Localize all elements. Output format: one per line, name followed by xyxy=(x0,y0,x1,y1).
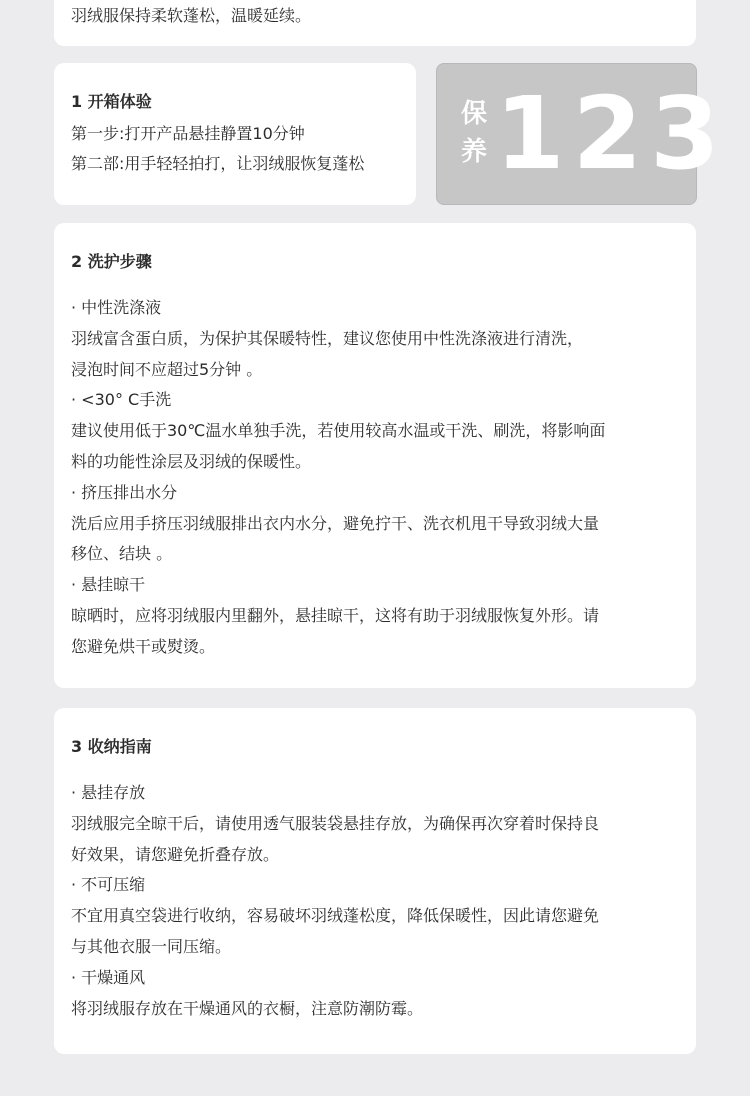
storage-line: 好效果，请您避免折叠存放。 xyxy=(71,844,280,864)
storage-line: · 干燥通风 xyxy=(71,967,146,987)
washing-line: 您避免烘干或熨烫。 xyxy=(71,636,216,656)
washing-line: 晾晒时，应将羽绒服内里翻外，悬挂晾干，这将有助于羽绒服恢复外形。请 xyxy=(71,605,600,625)
intro-text: 羽绒服保持柔软蓬松，温暖延续。 xyxy=(71,6,312,25)
washing-card xyxy=(54,223,696,688)
washing-line: 羽绒富含蛋白质，为保护其保暖特性，建议您使用中性洗涤液进行清洗， xyxy=(71,328,584,348)
washing-line: 浸泡时间不应超过5分钟 。 xyxy=(71,359,263,379)
washing-heading: 2 洗护步骤 xyxy=(71,252,152,271)
washing-line: 建议使用低于30℃温水单独手洗，若使用较高水温或干洗、刷洗，将影响面 xyxy=(71,421,606,441)
storage-line: 不宜用真空袋进行收纳，容易破坏羽绒蓬松度，降低保暖性，因此请您避免 xyxy=(71,906,600,926)
storage-heading: 3 收纳指南 xyxy=(71,737,152,756)
storage-line: · 悬挂存放 xyxy=(71,783,146,802)
intro-card xyxy=(54,0,696,46)
storage-line: 将羽绒服存放在干燥通风的衣橱，注意防潮防霉。 xyxy=(71,998,424,1018)
storage-line: · 不可压缩 xyxy=(71,875,146,895)
washing-line: · 中性洗涤液 xyxy=(71,298,162,317)
badge-number: 123 xyxy=(495,75,728,192)
storage-line: 羽绒服完全晾干后，请使用透气服装袋悬挂存放，为确保再次穿着时保持良 xyxy=(71,813,600,833)
washing-line: · <30° C手洗 xyxy=(71,390,172,410)
badge-char-2: 养 xyxy=(461,137,488,167)
unboxing-step-1: 第一步:打开产品悬挂静置10分钟 xyxy=(71,124,305,143)
washing-line: 移位、结块 。 xyxy=(71,544,173,564)
unboxing-heading: 1 开箱体验 xyxy=(71,92,152,111)
washing-line: 洗后应用手挤压羽绒服排出衣内水分，避免拧干、洗衣机甩干导致羽绒大量 xyxy=(71,513,600,533)
storage-line: 与其他衣服一同压缩。 xyxy=(71,936,232,956)
care-badge xyxy=(436,63,728,205)
washing-line: · 挤压排出水分 xyxy=(71,482,178,502)
washing-line: 料的功能性涂层及羽绒的保暖性。 xyxy=(71,451,312,471)
badge-char-1: 保 xyxy=(461,99,488,129)
unboxing-card xyxy=(54,63,416,205)
unboxing-step-2: 第二部:用手轻轻拍打，让羽绒服恢复蓬松 xyxy=(71,154,365,173)
washing-line: · 悬挂晾干 xyxy=(71,575,146,595)
storage-card xyxy=(54,708,696,1054)
